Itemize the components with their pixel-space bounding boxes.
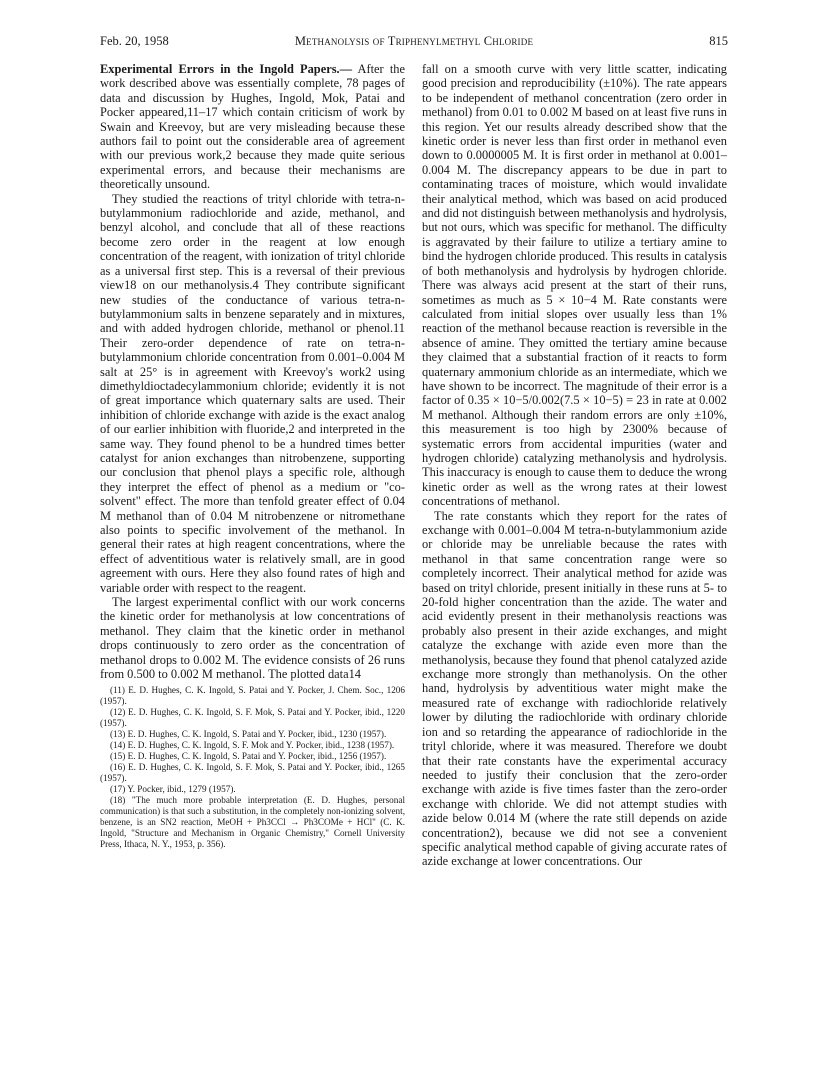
footnote: (16) E. D. Hughes, C. K. Ingold, S. F. Mok, S. Patai and Y. Pocker, ibid., 1265 (1957). — [100, 762, 405, 784]
paragraph: They studied the reactions of trityl chloride with tetra-n-butylammonium radiochloride and azide, methanol, and benzyl alcohol, and conclude that all of these reactions become zero order in the reagent at low enough concentration of the reagent, with ionization of trityl chloride as a universal first step. This is a reversal of their previous view18 on our methanolysis.4 They contribute significant new studies of the conductance of various tetra-n-butylammonium salts in benzene separately and in mixtures, and with added hydrogen chloride, methanol or phenol.11 Their zero-order dependence of rate on tetra-n-butylammonium chloride concentration from 0.001–0.004 M salt at 25° is in agreement with Kreevoy's work2 using dimethyldioctadecylammonium chloride; evidently it is not of great importance which quaternary salts are used. Their inhibition of chloride exchange with azide is the exact analog of our earlier inhibition with fluoride,2 and interpreted in the same way. They found phenol to be a hundred times better catalyst for anion exchanges than nitrobenzene, supporting our conclusion that phenol plays a specific role, although they interpret the effect of phenol as a medium or "co-solvent" effect. The more than tenfold greater effect of 0.04 M methanol than of 0.04 M nitrobenzene or nitromethane also points to specific involvement of the methanol. In general their rates at high reagent concentrations, where the effect of adventitious water is relatively small, are in good agreement with ours. Here they also found rates of high and variable order with respect to the reagent. — [100, 191, 405, 595]
footnote: (11) E. D. Hughes, C. K. Ingold, S. Patai and Y. Pocker, J. Chem. Soc., 1206 (1957). — [100, 685, 405, 707]
running-header — [100, 34, 728, 52]
header-title: Methanolysis of Triphenylmethyl Chloride — [294, 34, 534, 48]
footnotes — [100, 685, 405, 850]
page-number: 815 — [709, 34, 728, 48]
footnote: (15) E. D. Hughes, C. K. Ingold, S. Patai and Y. Pocker, ibid., 1256 (1957). — [110, 751, 387, 762]
paragraph: fall on a smooth curve with very little scatter, indicating good precision and reproducibility (±10%). The rate appears to be independent of methanol concentration (zero order in methanol) from 0.01 to 0.002 M based on at least five runs in this region. Yet our results already described show that the kinetic order is never less than first order in methanol even down to 0.0000005 M. It is first order in methanol at 0.001–0.004 M. The discrepancy appears to be due in part to contaminating traces of moisture, which would invalidate their analytical method, which was based on acid produced and did not distinguish between methanolysis and hydrolysis, but not ours, which was specific for methanol. The difficulty is aggravated by their failure to utilize a tertiary amine to bind the hydrogen chloride produced. This results in catalysis of both methanolysis and hydrolysis by hydrogen chloride. There was always acid present at the start of their runs, sometimes as much as 5 × 10−4 M. Rate constants were calculated from initial slopes over usually less than 1% reaction of the methanol because reaction is reversible in the absence of amine. They omitted the tertiary amine because they claimed that a substantial fraction of it reacts to form quaternary ammonium chloride as an intermediate, which we have shown to be incorrect. The magnitude of their error is a factor of 0.35 × 10−5/0.002(7.5 × 10−5) = 23 in rate at 0.002 M methanol. Although their random errors are only ±10%, this measurement is too high by 2300% because of systematic errors from accidental impurities (water and hydrogen chloride) catalyzing methanolysis and hydrolysis. This inaccuracy is enough to cause them to deduce the wrong kinetic order as well as the wrong rates at their lowest concentrations of methanol. — [422, 62, 727, 509]
header-date: Feb. 20, 1958 — [100, 34, 169, 48]
footnote: (13) E. D. Hughes, C. K. Ingold, S. Patai and Y. Pocker, ibid., 1230 (1957). — [110, 729, 387, 740]
right-column — [422, 62, 727, 869]
paragraph — [100, 62, 405, 192]
footnote: (18) "The much more probable interpretation (E. D. Hughes, personal communication) is that such a substitution, in the completely non-ionizing solvent, benzene, is an SN2 reaction, MeOH + Ph3CCl → Ph3COMe + HCl" (C. K. Ingold, "Structure and Mechanism in Organic Chemistry," Cornell University Press, Ithaca, N. Y., 1953, p. 356). — [100, 795, 405, 850]
footnote: (17) Y. Pocker, ibid., 1279 (1957). — [110, 784, 236, 795]
section-heading: Experimental Errors in the Ingold Papers.— — [100, 62, 353, 76]
footnote: (12) E. D. Hughes, C. K. Ingold, S. F. Mok, S. Patai and Y. Pocker, ibid., 1220 (1957). — [100, 707, 405, 729]
paragraph: The largest experimental conflict with our work concerns the kinetic order for methanolysis at low concentrations of methanol. They claim that the kinetic order in methanol drops continuously to zero order as the concentration of methanol drops to 0.002 M. The evidence consists of 26 runs from 0.500 to 0.002 M methanol. The plotted data14 — [100, 595, 405, 682]
paragraph: The rate constants which they report for the rates of exchange with 0.001–0.004 M tetra-n-butylammonium azide or chloride may be unreliable because the rates with methanol in that same concentration range were so completely incorrect. Their analytical method for azide was based on trityl chloride, present initially in these runs at 5- to 20-fold higher concentration than the azide. The water and acid evidently present in their methanolysis reactions was probably also present in their azide exchanges, and might catalyze the exchange with azide even more than the methanolysis, because they found that phenol catalyzed azide exchange more strongly than methanolysis. On the other hand, hydrolysis by adventitious water might make the measured rate of exchange with radiochloride relatively lower by diluting the radiochloride with ordinary chloride ion and so retarding the appearance of radiochloride in the trityl chloride, where it was measured. Therefore we doubt that their rate constants have the experimental accuracy needed to justify their conclusion that the zero-order exchange with azide is five times faster than the zero-order exchange with chloride. We did not attempt studies with azide below 0.014 M (where the rate still depends on azide concentration2), because we did not see a convenient specific analytical method capable of giving accurate rates of azide exchange at lower concentrations. Our — [422, 508, 727, 869]
paragraph-text: After the work described above was essentially complete, 78 pages of data and discussion by Hughes, Ingold, Mok, Patai and Pocker appeared,11–17 which contain criticism of work by Swain and Kreevoy, but are very misleading because these authors fail to point out the considerable area of agreement with our previous work,2 because they made quite serious experimental errors, and because their mechanisms are theoretically unsound. — [100, 62, 405, 192]
footnote: (14) E. D. Hughes, C. K. Ingold, S. F. Mok and Y. Pocker, ibid., 1238 (1957). — [110, 740, 395, 751]
left-column — [100, 62, 405, 850]
